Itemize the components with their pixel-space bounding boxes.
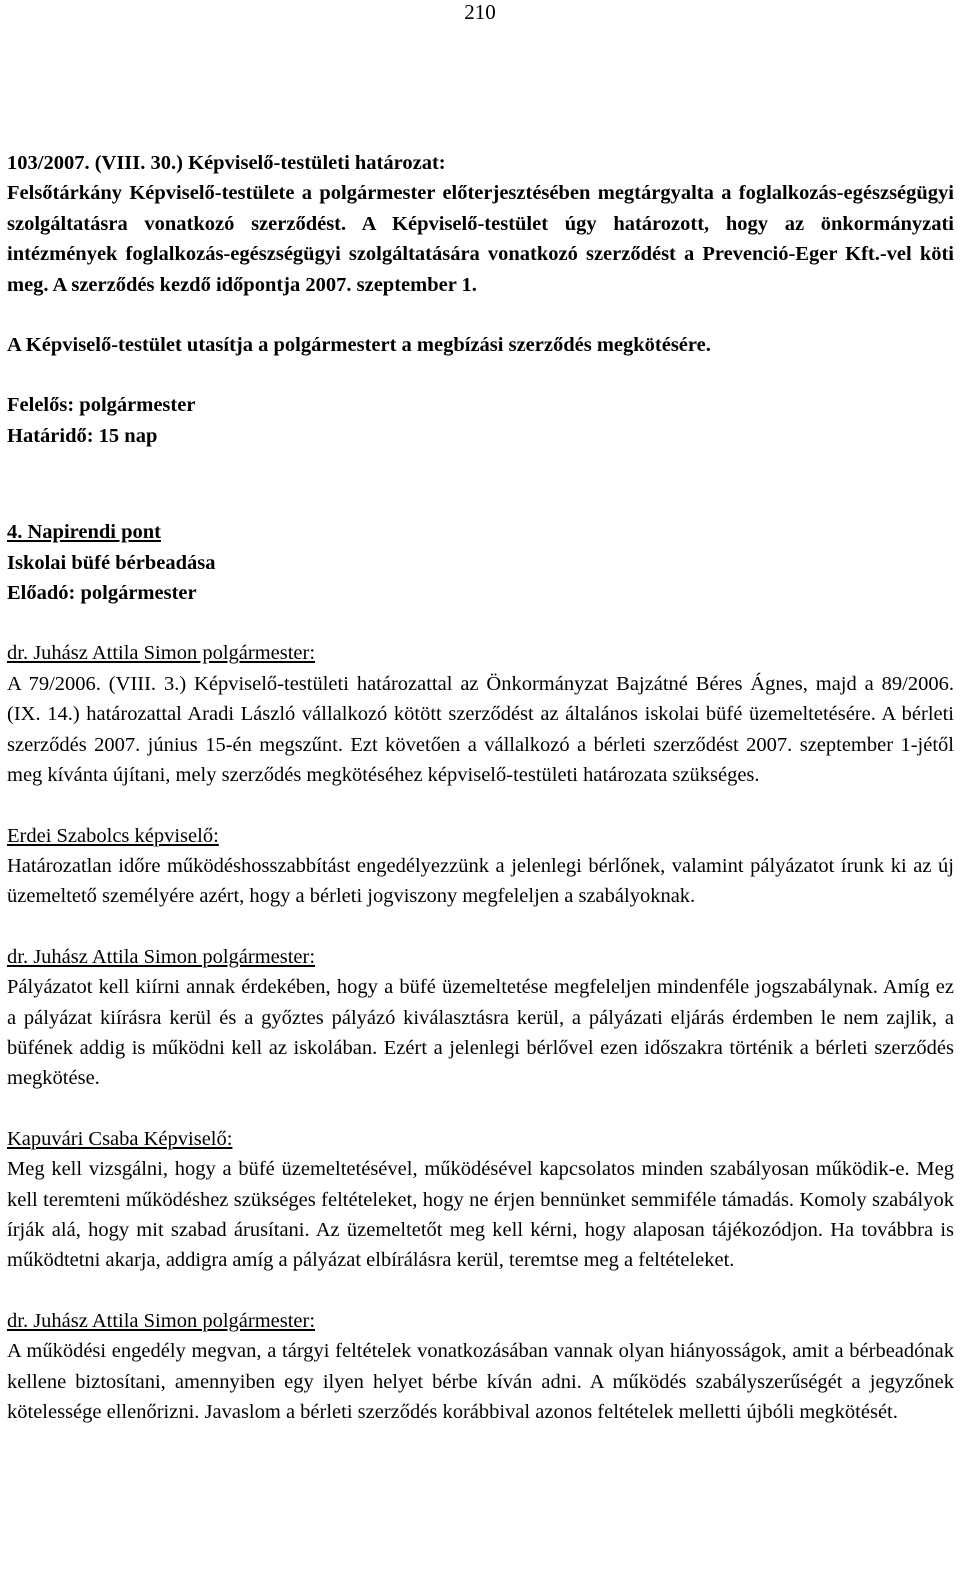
speech-4 bbox=[7, 1124, 954, 1276]
speech-text: Pályázatot kell kiírni annak érdekében, hogy a büfé üzemeltetése megfeleljen mindenféle jogszabálynak. Amíg ez a pályázat kiírásra kerül és a győztes pályázó kiválasztásra kerül, a pályázati eljárás érdemben le nem zajlik, a büfének addig is működni kell az iskolában. Ezért a jelenlegi bérlővel ezen időszakra történik a bérleti szerződés megkötése. bbox=[7, 976, 954, 1090]
speech-text: Meg kell vizsgálni, hogy a büfé üzemeltetésével, működésével kapcsolatos minden szabályosan működik-e. Meg kell teremteni működéshez szükséges feltételeket, hogy ne érjen bennünket semmiféle támadás. Komoly szabályok írják alá, hogy mit szabad árusítani. Az üzemeltetőt meg kell kérni, hogy alaposan tájékozódjon. Ha továbbra is működtetni akarja, addigra amíg a pályázat elbírálásra kerül, teremtse meg a feltételeket. bbox=[7, 1158, 954, 1272]
speaker-name: Erdei Szabolcs képviselő: bbox=[7, 824, 219, 847]
speaker-name: dr. Juhász Attila Simon polgármester: bbox=[7, 945, 316, 968]
speech-5 bbox=[7, 1306, 954, 1428]
resolution-body: Felsőtárkány Képviselő-testülete a polgármester előterjesztésében megtárgyalta a foglalkozás-egészségügyi szolgáltatásra vonatkozó szerződést. A Képviselő-testület úgy határozott, hogy az önkormányzati intézmények foglalkozás-egészségügyi szolgáltatására vonatkozó szerződést a Prevenció-Eger Kft.-vel köti meg. A szerződés kezdő időpontja 2007. szeptember 1. bbox=[7, 182, 954, 296]
resolution-responsible: Felelős: polgármester bbox=[7, 394, 196, 417]
speaker-name: dr. Juhász Attila Simon polgármester: bbox=[7, 642, 316, 665]
page-number: 210 bbox=[464, 0, 496, 24]
speech-text: Határozatlan időre működéshosszabbítást engedélyezzünk a jelenlegi bérlőnek, valamint pályázatot írunk ki az új üzemeltető személyére azért, hogy a bérleti jogviszony megfeleljen a szabályoknak. bbox=[7, 854, 954, 908]
agenda-presenter: Előadó: polgármester bbox=[7, 582, 197, 605]
speaker-name: dr. Juhász Attila Simon polgármester: bbox=[7, 1309, 316, 1332]
speech-text: A 79/2006. (VIII. 3.) Képviselő-testületi határozattal az Önkormányzat Bajzátné Béres Ágnes, majd a 89/2006. (IX. 14.) határozattal Aradi László vállalkozó kötött szerződést az általános iskolai büfé üzemeltetésére. A bérleti szerződés 2007. június 15-én megszűnt. Ezt követően a vállalkozó a bérleti szerződést 2007. szeptember 1-jétől meg kívánta újítani, mely szerződés megkötéséhez képviselő-testületi határozata szükséges. bbox=[7, 672, 954, 787]
agenda-title: Iskolai büfé bérbeadása bbox=[7, 551, 216, 574]
resolution-title: 103/2007. (VIII. 30.) Képviselő-testületi határozat: bbox=[7, 152, 446, 174]
document-body bbox=[7, 148, 954, 1427]
speech-3 bbox=[7, 942, 954, 1094]
agenda-number: 4. Napirendi pont bbox=[7, 521, 161, 544]
agenda-block bbox=[7, 517, 954, 608]
speech-2 bbox=[7, 821, 954, 912]
resolution-instruction: A Képviselő-testület utasítja a polgármestert a megbízási szerződés megkötésére. bbox=[7, 334, 711, 357]
speech-1 bbox=[7, 638, 954, 790]
resolution-deadline: Határidő: 15 nap bbox=[7, 424, 158, 447]
speaker-name: Kapuvári Csaba Képviselő: bbox=[7, 1127, 233, 1150]
speech-text: A működési engedély megvan, a tárgyi feltételek vonatkozásában vannak olyan hiányosságok, amit a bérbeadónak kellene biztosítani, amennyiben egy ilyen helyet bérbe kíván adni. A működés szabályszerűségét a jegyzőnek kötelessége ellenőrizni. Javaslom a bérleti szerződés korábbival azonos feltételek melletti újbóli megkötését. bbox=[7, 1340, 954, 1423]
resolution-block bbox=[7, 148, 954, 451]
